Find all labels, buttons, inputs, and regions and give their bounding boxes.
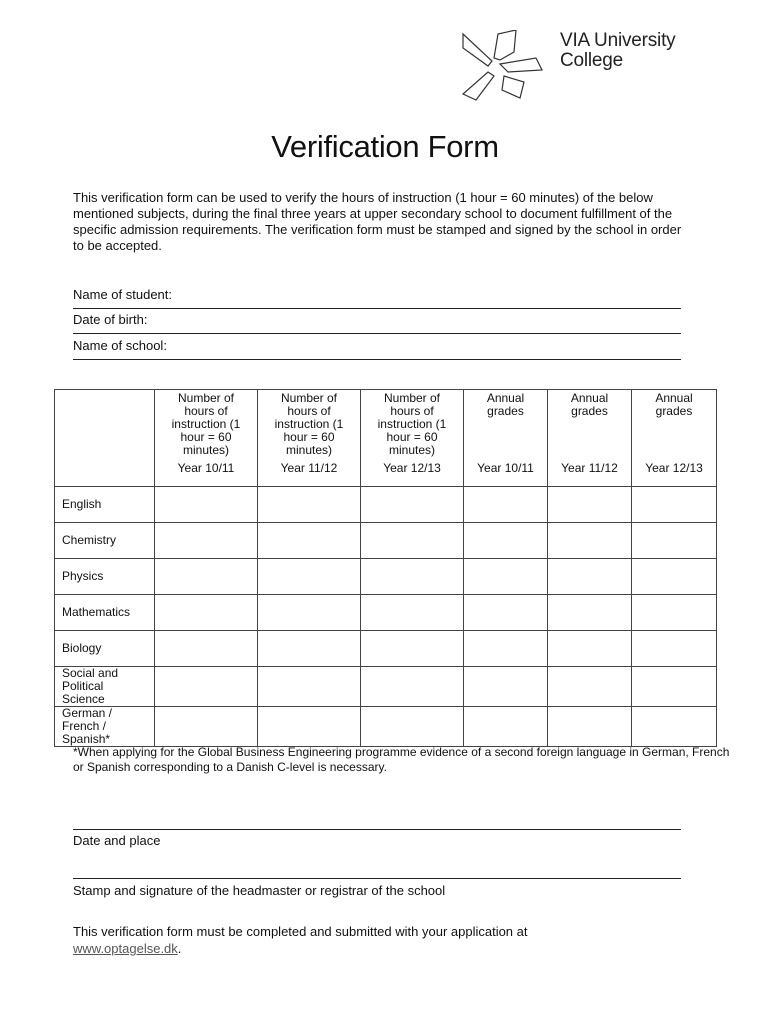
closing-text: This verification form must be completed and submitted with your application at bbox=[73, 924, 528, 939]
hours-cell[interactable] bbox=[155, 667, 258, 707]
grade-cell[interactable] bbox=[464, 595, 548, 631]
table-row bbox=[55, 595, 717, 631]
optagelse-link[interactable]: www.optagelse.dk bbox=[73, 941, 178, 956]
column-header-label: Number of hours of instruction (1 hour = 60 minutes) bbox=[377, 391, 447, 457]
hours-cell[interactable] bbox=[361, 487, 464, 523]
intro-paragraph: This verification form can be used to verify the hours of instruction (1 hour = 60 minutes) of the below mentioned subjects, during the final three years at upper secondary school to document fulfillment of the specific admission requirements. The verification form must be stamped and signed by the school in order to be accepted. bbox=[73, 190, 682, 253]
grade-cell[interactable] bbox=[464, 707, 548, 747]
grade-cell[interactable] bbox=[464, 487, 548, 523]
hours-cell[interactable] bbox=[258, 559, 361, 595]
grade-cell[interactable] bbox=[464, 523, 548, 559]
subject-table bbox=[54, 389, 717, 747]
student-name-label: Name of student: bbox=[73, 287, 172, 302]
grade-cell[interactable] bbox=[548, 559, 632, 595]
subject-label: Physics bbox=[55, 559, 155, 595]
table-row bbox=[55, 523, 717, 559]
hours-cell[interactable] bbox=[155, 487, 258, 523]
logo-line-1: VIA University bbox=[560, 30, 676, 51]
school-name-label: Name of school: bbox=[73, 338, 167, 353]
column-header-label: Annual grades bbox=[486, 391, 525, 418]
subject-label: Biology bbox=[55, 631, 155, 667]
grade-cell[interactable] bbox=[548, 631, 632, 667]
grade-cell[interactable] bbox=[464, 631, 548, 667]
hours-cell[interactable] bbox=[258, 523, 361, 559]
column-header bbox=[548, 390, 632, 487]
hours-cell[interactable] bbox=[258, 487, 361, 523]
table-row bbox=[55, 487, 717, 523]
hours-cell[interactable] bbox=[155, 595, 258, 631]
grade-cell[interactable] bbox=[548, 487, 632, 523]
hours-cell[interactable] bbox=[361, 667, 464, 707]
grade-cell[interactable] bbox=[548, 595, 632, 631]
date-place-line[interactable] bbox=[73, 829, 681, 830]
hours-cell[interactable] bbox=[258, 667, 361, 707]
column-header-label: Number of hours of instruction (1 hour = 60 minutes) bbox=[274, 391, 344, 457]
subject-label: English bbox=[55, 487, 155, 523]
hours-cell[interactable] bbox=[361, 595, 464, 631]
grade-cell[interactable] bbox=[632, 631, 717, 667]
student-name-field[interactable] bbox=[73, 284, 681, 309]
logo-line-2: College bbox=[560, 50, 624, 71]
hours-cell[interactable] bbox=[155, 559, 258, 595]
hours-cell[interactable] bbox=[361, 707, 464, 747]
table-corner-cell bbox=[55, 390, 155, 487]
stamp-signature-label: Stamp and signature of the headmaster or registrar of the school bbox=[73, 883, 446, 898]
hours-cell[interactable] bbox=[155, 707, 258, 747]
column-header bbox=[632, 390, 717, 487]
column-header-year: Year 10/11 bbox=[477, 461, 534, 475]
stamp-signature-line[interactable] bbox=[73, 878, 681, 879]
grade-cell[interactable] bbox=[464, 667, 548, 707]
grade-cell[interactable] bbox=[632, 559, 717, 595]
hours-cell[interactable] bbox=[258, 595, 361, 631]
table-row bbox=[55, 559, 717, 595]
logo-wordmark bbox=[560, 31, 675, 71]
date-of-birth-label: Date of birth: bbox=[73, 312, 148, 327]
grade-cell[interactable] bbox=[632, 707, 717, 747]
page-title: Verification Form bbox=[271, 129, 499, 164]
grade-cell[interactable] bbox=[548, 667, 632, 707]
column-header bbox=[464, 390, 548, 487]
grade-cell[interactable] bbox=[548, 523, 632, 559]
column-header-label: Annual grades bbox=[655, 391, 693, 418]
subject-label: German / French / Spanish* bbox=[55, 707, 155, 747]
hours-cell[interactable] bbox=[361, 523, 464, 559]
closing-paragraph bbox=[73, 923, 693, 957]
grade-cell[interactable] bbox=[548, 707, 632, 747]
grade-cell[interactable] bbox=[464, 559, 548, 595]
date-place-label: Date and place bbox=[73, 833, 161, 848]
grade-cell[interactable] bbox=[632, 595, 717, 631]
grade-cell[interactable] bbox=[632, 487, 717, 523]
column-header-label: Number of hours of instruction (1 hour = 60 minutes) bbox=[171, 391, 241, 457]
column-header-year: Year 11/12 bbox=[561, 461, 618, 475]
closing-period: . bbox=[177, 941, 182, 956]
subject-label: Chemistry bbox=[55, 523, 155, 559]
subject-label: Mathematics bbox=[55, 595, 155, 631]
grade-cell[interactable] bbox=[632, 523, 717, 559]
date-of-birth-field[interactable] bbox=[73, 309, 681, 334]
hours-cell[interactable] bbox=[258, 707, 361, 747]
school-name-field[interactable] bbox=[73, 335, 681, 360]
column-header bbox=[258, 390, 361, 487]
hours-cell[interactable] bbox=[258, 631, 361, 667]
subject-label: Social and Political Science bbox=[55, 667, 155, 707]
hours-cell[interactable] bbox=[361, 631, 464, 667]
column-header-label: Annual grades bbox=[570, 391, 609, 418]
column-header-year: Year 12/13 bbox=[383, 461, 441, 475]
via-logo-icon bbox=[458, 30, 548, 102]
language-footnote: *When applying for the Global Business Engineering programme evidence of a second foreign language in German, French or Spanish corresponding to a Danish C-level is necessary. bbox=[73, 745, 730, 774]
table-row bbox=[55, 631, 717, 667]
hours-cell[interactable] bbox=[361, 559, 464, 595]
hours-cell[interactable] bbox=[155, 523, 258, 559]
grade-cell[interactable] bbox=[632, 667, 717, 707]
hours-cell[interactable] bbox=[155, 631, 258, 667]
column-header-year: Year 11/12 bbox=[280, 461, 338, 475]
table-row bbox=[55, 707, 717, 747]
table-row bbox=[55, 667, 717, 707]
column-header-year: Year 12/13 bbox=[645, 461, 703, 475]
column-header-year: Year 10/11 bbox=[177, 461, 235, 475]
column-header bbox=[361, 390, 464, 487]
column-header bbox=[155, 390, 258, 487]
